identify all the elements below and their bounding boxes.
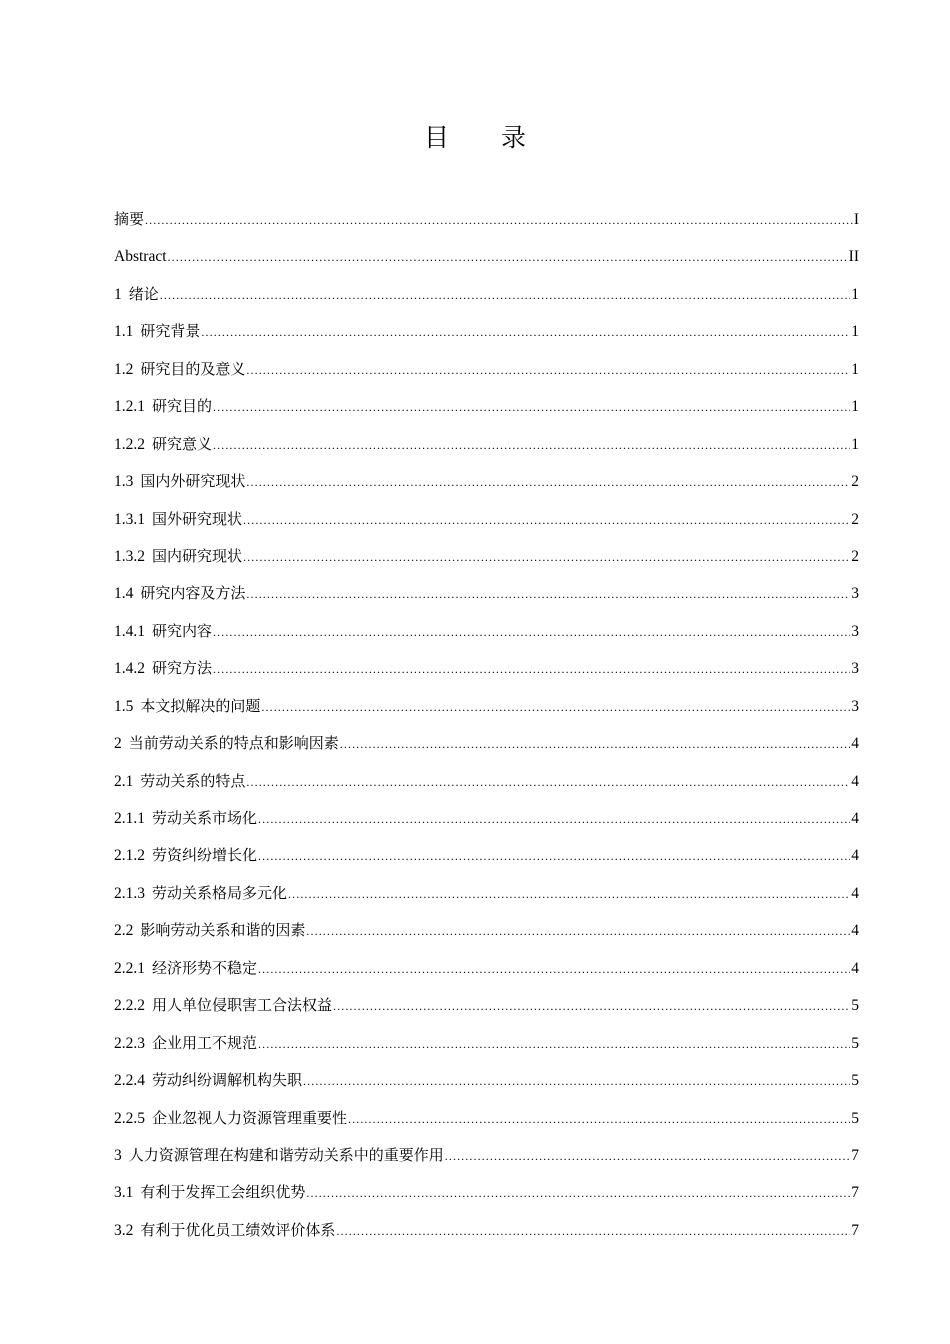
toc-entry-page: 2 [851, 510, 859, 528]
toc-entry-page: 1 [851, 398, 859, 416]
toc-entry-number: 2.2.1 [114, 959, 145, 977]
toc-entry[interactable] [114, 313, 859, 350]
toc-entry-page: 2 [851, 473, 859, 491]
toc-entry-title: 劳资纠纷增长化 [152, 846, 258, 865]
dot-leader [246, 764, 850, 801]
toc-entry-number: 1.2 [114, 360, 134, 378]
toc-entry-page: 7 [851, 1146, 859, 1164]
toc-entry[interactable] [114, 950, 859, 987]
toc-entry[interactable] [114, 1025, 859, 1062]
toc-entry-title: 国内研究现状 [152, 546, 243, 565]
toc-entry-title: 有利于发挥工会组织优势 [140, 1183, 306, 1202]
toc-entry-page: 4 [851, 959, 859, 977]
toc-entry-number: 1.1 [114, 323, 134, 341]
dot-leader [348, 1101, 850, 1138]
toc-entry[interactable] [114, 276, 859, 313]
toc-entry-title: 人力资源管理在构建和谐劳动关系中的重要作用 [128, 1145, 444, 1164]
toc-entry[interactable] [114, 388, 859, 425]
dot-leader [246, 464, 850, 501]
toc-entry-title: 研究内容 [152, 621, 213, 640]
dot-leader [340, 726, 850, 763]
toc-entry-number: 1.4 [114, 585, 134, 603]
table-of-contents [114, 201, 859, 1249]
toc-entry-number: 1.2.2 [114, 435, 145, 453]
dot-leader [258, 801, 850, 838]
toc-entry-number: 3.1 [114, 1184, 134, 1202]
dot-leader [303, 1063, 850, 1100]
toc-entry-title: 研究方法 [152, 659, 213, 678]
toc-entry-page: I [853, 211, 859, 228]
toc-entry-title: 劳动关系格局多元化 [152, 883, 288, 902]
toc-entry-page: 2 [851, 547, 859, 565]
toc-entry-page: II [848, 248, 859, 266]
toc-entry[interactable] [114, 1100, 859, 1137]
toc-entry-number: 3.2 [114, 1221, 134, 1239]
toc-entry[interactable] [114, 351, 859, 388]
toc-entry[interactable] [114, 575, 859, 612]
toc-entry-title: 研究目的及意义 [140, 359, 246, 378]
toc-entry-title: 用人单位侵职害工合法权益 [152, 996, 333, 1015]
toc-entry-title: 当前劳动关系的特点和影响因素 [128, 734, 339, 753]
toc-entry-title: 研究背景 [140, 322, 201, 341]
dot-leader [243, 502, 850, 539]
dot-leader [243, 539, 850, 576]
toc-entry[interactable] [114, 1212, 859, 1249]
dot-leader [246, 576, 850, 613]
toc-entry-page: 5 [851, 1072, 859, 1090]
dot-leader [213, 651, 850, 688]
toc-entry-page: 1 [851, 323, 859, 341]
toc-entry-title: 经济形势不稳定 [152, 958, 258, 977]
toc-entry-page: 3 [851, 697, 859, 715]
toc-entry[interactable] [114, 650, 859, 687]
toc-entry-number: 2.2 [114, 922, 134, 940]
toc-entry-number: 2.1.1 [114, 810, 145, 827]
toc-entry-number: 2.2.2 [114, 997, 145, 1015]
toc-entry-page: 7 [851, 1184, 859, 1202]
toc-entry-number: 1.5 [114, 697, 134, 715]
toc-entry-page: 5 [851, 1109, 859, 1127]
toc-entry-number: 1.3 [114, 473, 134, 491]
dot-leader [445, 1138, 850, 1175]
dot-leader [145, 202, 853, 239]
toc-entry-number: 2.1 [114, 772, 134, 790]
dot-leader [261, 689, 850, 726]
dot-leader [258, 1026, 850, 1063]
toc-entry-page: 4 [851, 735, 859, 753]
toc-entry-number: 3 [114, 1146, 122, 1164]
toc-entry-title: 国内外研究现状 [140, 472, 246, 491]
toc-entry[interactable] [114, 800, 859, 837]
toc-entry-page: 1 [851, 360, 859, 378]
toc-entry-title: 研究内容及方法 [140, 584, 246, 603]
toc-entry[interactable] [114, 501, 859, 538]
toc-entry-page: 4 [851, 847, 859, 865]
toc-entry-number: 1 [114, 285, 122, 303]
toc-entry[interactable] [114, 238, 859, 275]
dot-leader [288, 876, 850, 913]
toc-entry[interactable] [114, 875, 859, 912]
toc-entry-page: 3 [851, 622, 859, 640]
toc-entry[interactable] [114, 1137, 859, 1174]
toc-entry-page: 4 [851, 922, 859, 940]
toc-entry-number: 2.2.5 [114, 1109, 145, 1127]
toc-entry[interactable] [114, 725, 859, 762]
dot-leader [258, 951, 850, 988]
toc-entry[interactable] [114, 426, 859, 463]
toc-entry-title: 研究目的 [152, 397, 213, 416]
dot-leader [213, 427, 850, 464]
toc-entry-title: 劳动关系市场化 [152, 809, 258, 827]
toc-entry-page: 4 [851, 884, 859, 902]
toc-entry[interactable] [114, 463, 859, 500]
dot-leader [306, 913, 850, 950]
toc-entry-page: 5 [851, 1034, 859, 1052]
dot-leader [336, 1213, 850, 1250]
toc-entry-number: 1.3.1 [114, 510, 145, 528]
toc-entry-page: 4 [851, 810, 859, 827]
toc-entry-title: 有利于优化员工绩效评价体系 [140, 1220, 336, 1239]
dot-leader [333, 988, 850, 1025]
toc-entry-page: 4 [851, 772, 859, 790]
toc-entry-title: 研究意义 [152, 434, 213, 453]
dot-leader [213, 614, 850, 651]
toc-entry-title: 摘要 [114, 210, 145, 228]
toc-entry-number: 2.1.2 [114, 847, 145, 865]
toc-entry-title: 劳动关系的特点 [140, 771, 246, 790]
toc-entry-number: 1.4.2 [114, 660, 145, 678]
toc-entry-number: 2 [114, 735, 122, 753]
toc-entry-number: 1.4.1 [114, 622, 145, 640]
toc-entry-title: 企业用工不规范 [152, 1033, 258, 1052]
toc-entry[interactable] [114, 538, 859, 575]
toc-entry-title: 劳动纠纷调解机构失职 [152, 1071, 303, 1090]
toc-entry[interactable] [114, 1062, 859, 1099]
toc-entry-page: 3 [851, 660, 859, 678]
dot-leader [160, 277, 850, 314]
toc-entry[interactable] [114, 201, 859, 238]
toc-entry-number: 1.2.1 [114, 398, 145, 416]
toc-entry-title: Abstract [114, 248, 167, 266]
toc-entry[interactable] [114, 1174, 859, 1211]
toc-entry-number: 1.3.2 [114, 547, 145, 565]
toc-entry-page: 1 [851, 435, 859, 453]
toc-entry-page: 7 [851, 1221, 859, 1239]
toc-entry[interactable] [114, 688, 859, 725]
dot-leader [246, 352, 850, 389]
toc-entry[interactable] [114, 613, 859, 650]
toc-entry-title: 企业忽视人力资源管理重要性 [152, 1108, 348, 1127]
toc-entry-number: 2.1.3 [114, 884, 145, 902]
toc-entry[interactable] [114, 837, 859, 874]
toc-entry[interactable] [114, 987, 859, 1024]
toc-entry-page: 3 [851, 585, 859, 603]
toc-entry-page: 5 [851, 997, 859, 1015]
toc-entry-page: 1 [851, 285, 859, 303]
dot-leader [201, 314, 850, 351]
dot-leader [258, 838, 850, 875]
toc-entry-title: 本文拟解决的问题 [140, 696, 261, 715]
dot-leader [213, 389, 850, 426]
toc-entry[interactable] [114, 912, 859, 949]
toc-entry-number: 2.2.4 [114, 1072, 145, 1090]
dot-leader [168, 239, 848, 276]
toc-entry-title: 绪论 [128, 284, 159, 303]
toc-entry-title: 国外研究现状 [152, 509, 243, 528]
dot-leader [306, 1175, 850, 1212]
toc-entry[interactable] [114, 763, 859, 800]
toc-entry-title: 影响劳动关系和谐的因素 [140, 921, 306, 940]
page-title: 目 录 [424, 123, 548, 152]
toc-entry-number: 2.2.3 [114, 1034, 145, 1052]
